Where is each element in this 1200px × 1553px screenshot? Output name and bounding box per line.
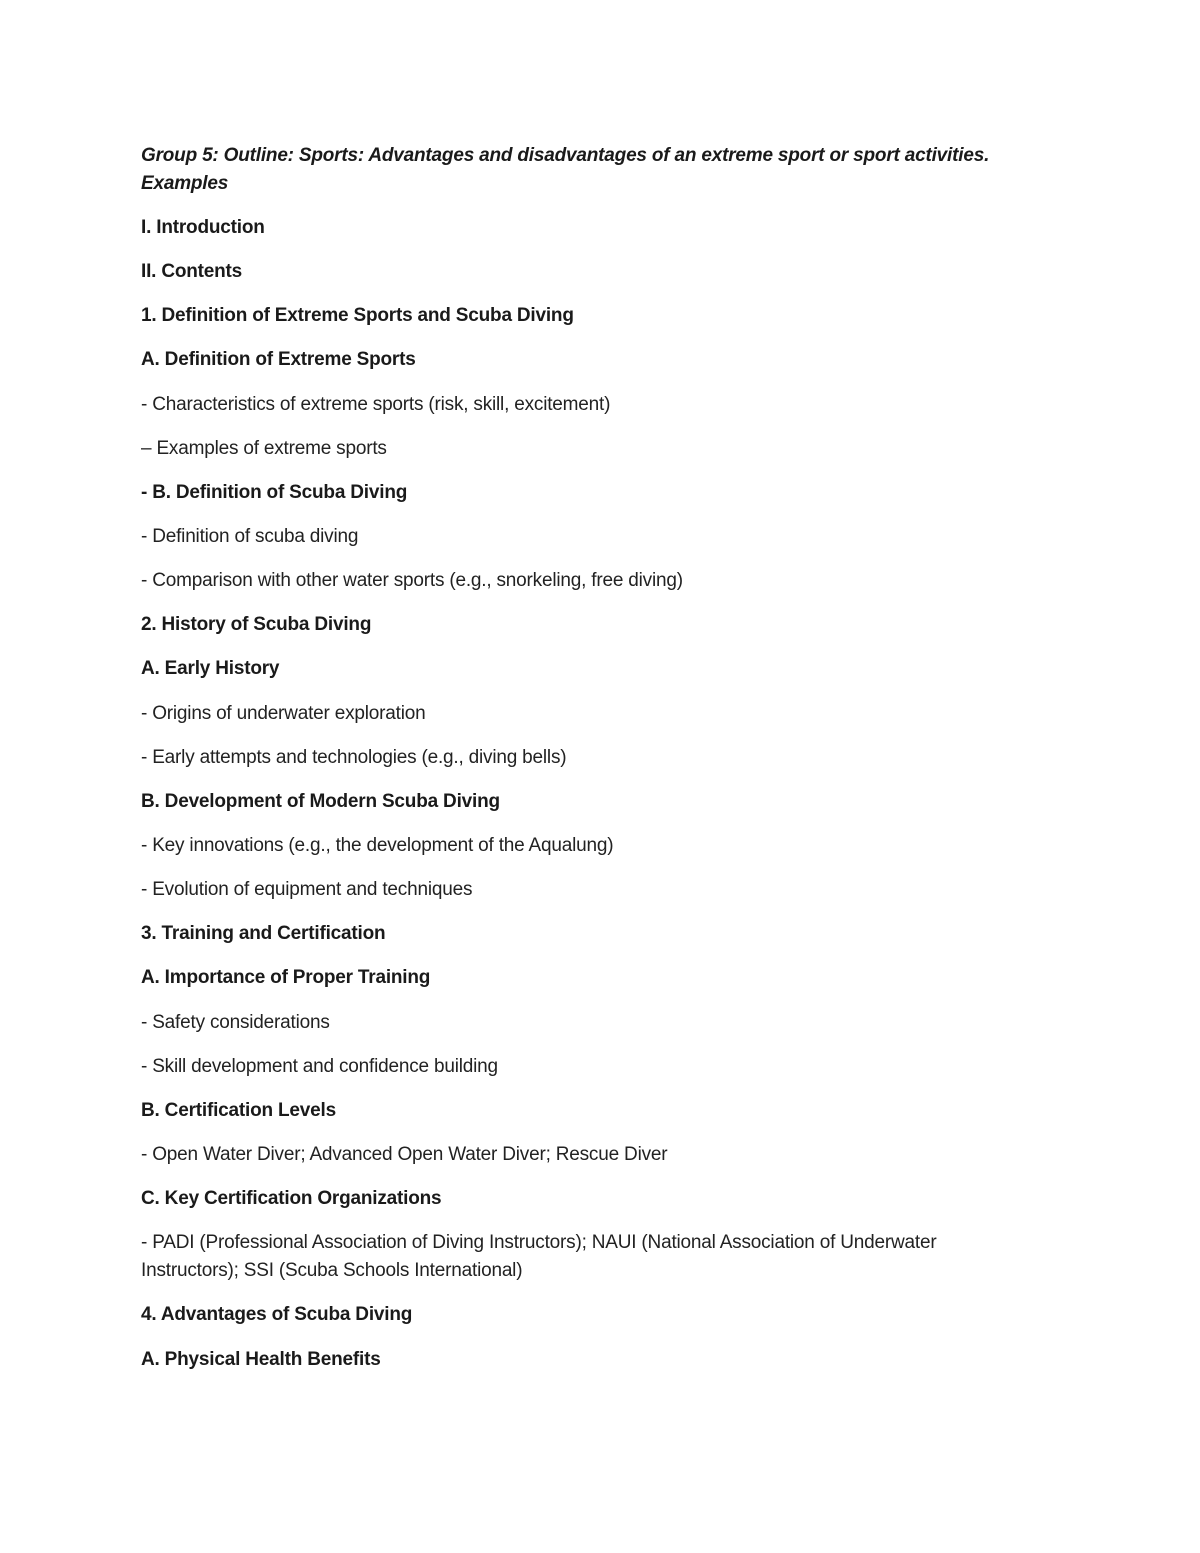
heading-history-scuba: 2. History of Scuba Diving [141, 614, 372, 635]
bullet-organizations-line-1: - PADI (Professional Association of Diving Instructors); NAUI (National Association of Underwater [141, 1232, 937, 1253]
bullet-safety: - Safety considerations [141, 1012, 330, 1033]
bullet-early-attempts: - Early attempts and technologies (e.g., diving bells) [141, 747, 567, 768]
heading-advantages-scuba: 4. Advantages of Scuba Diving [141, 1304, 413, 1325]
bullet-origins: - Origins of underwater exploration [141, 703, 426, 724]
subheading-certification-organizations: C. Key Certification Organizations [141, 1188, 442, 1209]
subheading-definition-extreme-sports: A. Definition of Extreme Sports [141, 349, 416, 370]
bullet-comparison-water-sports: - Comparison with other water sports (e.g., snorkeling, free diving) [141, 570, 683, 591]
subheading-early-history: A. Early History [141, 658, 280, 679]
bullet-examples-extreme-sports: – Examples of extreme sports [141, 438, 387, 459]
bullet-certification-levels: - Open Water Diver; Advanced Open Water Diver; Rescue Diver [141, 1144, 668, 1165]
subheading-certification-levels: B. Certification Levels [141, 1100, 336, 1121]
subheading-definition-scuba: - B. Definition of Scuba Diving [141, 482, 408, 503]
bullet-key-innovations: - Key innovations (e.g., the development of the Aqualung) [141, 835, 614, 856]
bullet-organizations-line-2: Instructors); SSI (Scuba Schools International) [141, 1260, 523, 1281]
document-title-line-1: Group 5: Outline: Sports: Advantages and disadvantages of an extreme sport or sport activities. [141, 145, 990, 166]
bullet-characteristics: - Characteristics of extreme sports (risk, skill, excitement) [141, 394, 611, 415]
bullet-evolution-equipment: - Evolution of equipment and techniques [141, 879, 473, 900]
subheading-modern-scuba: B. Development of Modern Scuba Diving [141, 791, 500, 812]
heading-training-certification: 3. Training and Certification [141, 923, 386, 944]
section-introduction: I. Introduction [141, 217, 265, 238]
subheading-physical-health: A. Physical Health Benefits [141, 1349, 381, 1370]
heading-definition-extreme-scuba: 1. Definition of Extreme Sports and Scuba Diving [141, 305, 574, 326]
subheading-proper-training: A. Importance of Proper Training [141, 967, 431, 988]
document-title-line-2: Examples [141, 173, 229, 194]
bullet-definition-scuba: - Definition of scuba diving [141, 526, 359, 547]
section-contents: II. Contents [141, 261, 243, 282]
bullet-skill-development: - Skill development and confidence building [141, 1056, 498, 1077]
